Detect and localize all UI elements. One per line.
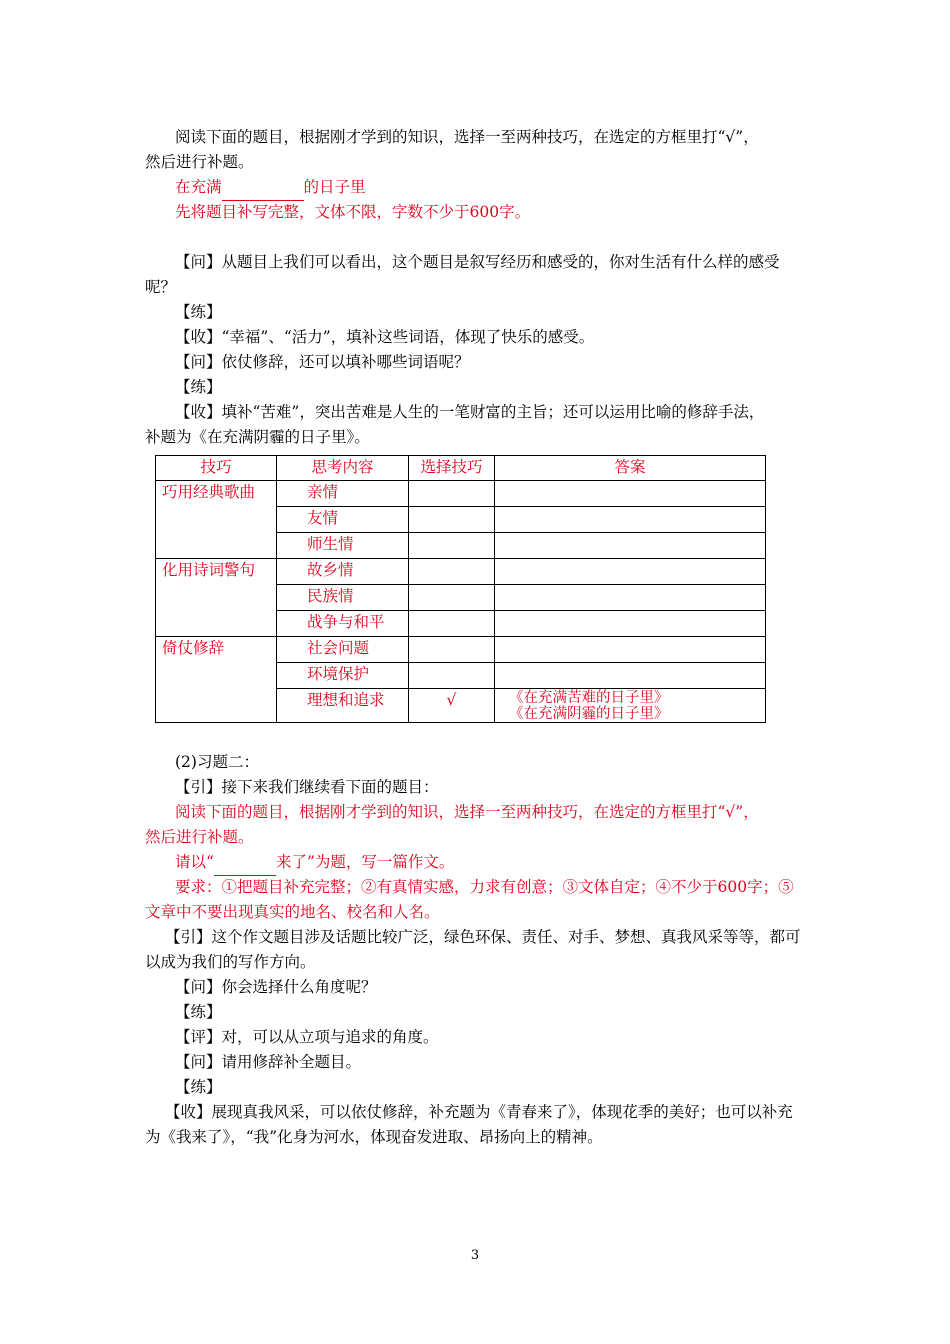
header-content: 思考内容 [277, 456, 409, 481]
table-header-row [156, 456, 766, 481]
select-cell[interactable] [409, 611, 495, 637]
select-cell[interactable] [409, 481, 495, 507]
table-row [156, 481, 766, 507]
essay-requirement-1: 先将题目补写完整，文体不限，字数不少于600字。 [175, 203, 531, 221]
essay-prompt-2 [145, 850, 810, 876]
category-cell: 倚仗修辞 [156, 637, 277, 723]
topic-cell: 理想和追求 [277, 689, 409, 723]
essay-requirement-2-line2: 文章中不要出现真实的地名、校名和人名。 [145, 903, 440, 921]
dialogue-line: 【问】从题目上我们可以看出，这个题目是叙写经历和感受的，你对生活有什么样的感受 [175, 253, 780, 271]
topic-cell: 亲情 [277, 481, 409, 507]
dialogue-line: 【收】展现真我风采，可以依仗修辞，补充题为《青春来了》，体现花季的美好；也可以补充 [165, 1103, 793, 1121]
dialogue-line-cont: 补题为《在充满阴霾的日子里》。 [145, 428, 370, 446]
dialogue-line-cont: 呢？ [145, 278, 177, 296]
prompt-prefix: 请以“ [175, 853, 214, 871]
dialogue-line: 【问】你会选择什么角度呢？ [175, 978, 377, 996]
prompt-suffix: 的日子里 [303, 178, 366, 196]
answer-cell[interactable] [495, 663, 766, 689]
dialogue-line: 【练】 [175, 1078, 222, 1096]
essay-prompt-1 [145, 175, 810, 201]
answer-cell[interactable] [495, 585, 766, 611]
header-technique: 技巧 [156, 456, 277, 481]
answer-cell[interactable] [495, 559, 766, 585]
dialogue-line: 【问】依仗修辞，还可以填补哪些词语呢？ [175, 353, 470, 371]
intro-line2: 然后进行补题。 [145, 153, 254, 171]
technique-table [155, 455, 766, 723]
topic-cell: 民族情 [277, 585, 409, 611]
dialogue-line-cont: 以成为我们的写作方向。 [145, 953, 316, 971]
select-cell[interactable] [409, 663, 495, 689]
topic-cell: 社会问题 [277, 637, 409, 663]
dialogue-line: 【练】 [175, 1003, 222, 1021]
exercise2-lead: 【引】接下来我们继续看下面的题目： [175, 778, 439, 796]
select-cell[interactable] [409, 637, 495, 663]
essay-requirement-2-line1: 要求：①把题目补充完整；②有真情实感，力求有创意；③文体自定；④不少于600字；⑤ [175, 878, 794, 896]
topic-cell: 环境保护 [277, 663, 409, 689]
topic-cell: 战争与和平 [277, 611, 409, 637]
exercise2-task-line2: 然后进行补题。 [145, 828, 254, 846]
answer-cell[interactable] [495, 637, 766, 663]
dialogue-line: 【评】对，可以从立项与追求的角度。 [175, 1028, 439, 1046]
table-row [156, 559, 766, 585]
dialogue-line: 【收】“幸福”、“活力”，填补这些词语，体现了快乐的感受。 [175, 328, 595, 346]
dialogue-line: 【引】这个作文题目涉及话题比较广泛，绿色环保、责任、对手、梦想、真我风采等等，都可 [165, 928, 801, 946]
dialogue-line-cont: 为《我来了》，“我”化身为河水，体现奋发进取、昂扬向上的精神。 [145, 1128, 603, 1146]
exercise2-task-line1: 阅读下面的题目，根据刚才学到的知识，选择一至两种技巧，在选定的方框里打“√”， [175, 803, 759, 821]
topic-cell: 友情 [277, 507, 409, 533]
topic-cell: 师生情 [277, 533, 409, 559]
answer-cell[interactable] [495, 611, 766, 637]
table-row [156, 637, 766, 663]
answer-cell[interactable] [495, 507, 766, 533]
fill-blank [214, 850, 276, 876]
dialogue-line: 【练】 [175, 303, 222, 321]
dialogue-line: 【练】 [175, 378, 222, 396]
select-cell[interactable] [409, 533, 495, 559]
exercise2-heading: (2)习题二： [175, 753, 259, 771]
select-cell[interactable] [409, 559, 495, 585]
topic-cell: 故乡情 [277, 559, 409, 585]
dialogue-line: 【问】请用修辞补全题目。 [175, 1053, 362, 1071]
answer-cell[interactable] [495, 689, 766, 723]
category-cell: 巧用经典歌曲 [156, 481, 277, 559]
prompt-suffix: 来了”为题，写一篇作文。 [275, 853, 455, 871]
header-answer: 答案 [495, 456, 766, 481]
header-select: 选择技巧 [409, 456, 495, 481]
prompt-prefix: 在充满 [175, 178, 222, 196]
page-number: 3 [470, 1248, 480, 1263]
select-cell[interactable] [409, 585, 495, 611]
select-cell[interactable]: √ [409, 689, 495, 723]
intro-line1: 阅读下面的题目，根据刚才学到的知识，选择一至两种技巧，在选定的方框里打“√”， [175, 128, 759, 146]
answer-line: 《在充满苦难的日子里》 [509, 690, 669, 706]
category-cell: 化用诗词警句 [156, 559, 277, 637]
answer-cell[interactable] [495, 533, 766, 559]
fill-blank [222, 175, 304, 201]
select-cell[interactable] [409, 507, 495, 533]
answer-cell[interactable] [495, 481, 766, 507]
answer-line: 《在充满阴霾的日子里》 [509, 706, 669, 722]
dialogue-line: 【收】填补“苦难”，突出苦难是人生的一笔财富的主旨；还可以运用比喻的修辞手法， [175, 403, 765, 421]
